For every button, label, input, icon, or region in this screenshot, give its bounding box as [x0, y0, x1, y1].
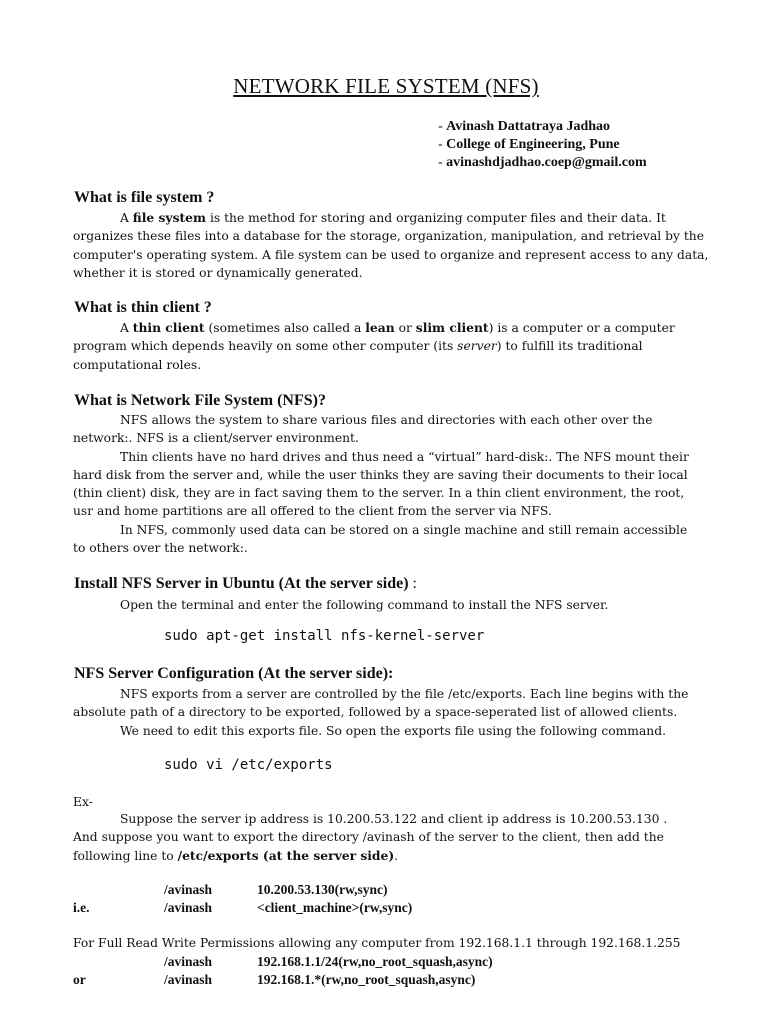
paragraph-nfs: NFS allows the system to share various files and directories with each other over the network:. NFS is a client/server environment. Thin clients have no hard drives and thus need a “virtual” hard-disk:. The NFS mount their hard disk from the server and, while the user thinks they are saving their documents to their local (thin client) disk, they are in fact saving them to the server. In a thin client environment, the root, usr and home partitions are all offered to the client from the server via NFS. In NFS, commonly used data can be stored on a single machine and still remain accessible to others over the network:.: [73, 413, 689, 556]
paragraph-thin-client: A thin client (sometimes also called a lean or slim client) is a computer or a computer program which depends heavily on some other computer (its server) to fulfill its traditional computational roles.: [73, 320, 675, 372]
author-name: - Avinash Dattatraya Jadhao: [438, 119, 611, 134]
paragraph-full-permissions: For Full Read Write Permissions allowing any computer from 192.168.1.1 through 192.168.1.255: [73, 936, 681, 950]
author-college: - College of Engineering, Pune: [438, 137, 620, 152]
heading-install-nfs: Install NFS Server in Ubuntu (At the server side) :: [74, 575, 417, 592]
heading-server-config: NFS Server Configuration (At the server side):: [74, 665, 394, 682]
document-page: NETWORK FILE SYSTEM (NFS) - Avinash Dattatraya Jadhao - College of Engineering, Pune - avinashdjadhao.coep@gmail.com What is file system ? A file system is the method for storing and organizing computer files and their data. It organizes these files into a database for the storage, organization, manipulation, and retrieval by the computer's operating system. A file system can be used to organize and represent access to any data, whether it is stored or dynamically generated. What is thin client ? A thin client (sometimes also called a lean or slim client) is a computer or a computer program which depends heavily on some other computer (its server) to fulfill its traditional computational roles. What is Network File System (NFS)? NFS allows the system to share various files and directories with each other over the network:. NFS is a client/server environment. Thin clients have no hard drives and thus need a “virtual” hard-disk:. The NFS mount their hard disk from the server and, while the user thinks they are saving their documents to their local (thin client) disk, they are in fact saving them to the server. In a thin client environment, the root, usr and home partitions are all offered to the client from the server via NFS. In NFS, commonly used data can be stored on a single machine and still remain accessible to others over the network:. Install NFS Server in Ubuntu (At the server side) : Open the terminal and enter the following command to install the NFS server. sudo apt-get install nfs-kernel-server NFS Server Configuration (At the server side): NFS exports from a server are controlled by the file /etc/exports. Each line begins with the absolute path of a directory to be exported, followed by a space-seperated list of allowed clients. We need to edit this exports file. So open the exports file using the following command. sudo vi /etc/exports Ex- Suppose the server ip address is 10.200.53.122 and client ip address is 10.200.53.130 . And suppose you want to export the directory /avinash of the server to the client, then add the following line to /etc/exports (at the server side). /avinash 10.200.53.130(rw,sync) i.e. /avinash <client_machine>(rw,sync) For Full Read Write Permissions allowing any computer from 192.168.1.1 through 192.168.1.255 /avinash 192.168.1.1/24(rw,no_root_squash,async) or /avinash 192.168.1.*(rw,no_root_squash,async): [0, 0, 768, 1024]
heading-thin-client: What is thin client ?: [74, 299, 212, 316]
paragraph-file-system: A file system is the method for storing and organizing computer files and their data. It organizes these files into a database for the storage, organization, manipulation, and retrieval by the computer's operating system. A file system can be used to organize and represent access to any data, whether it is stored or dynamically generated.: [73, 210, 709, 280]
author-email: - avinashdjadhao.coep@gmail.com: [438, 155, 647, 170]
page-title: NETWORK FILE SYSTEM (NFS): [233, 74, 539, 98]
heading-nfs: What is Network File System (NFS)?: [74, 392, 326, 409]
paragraph-config: NFS exports from a server are controlled by the file /etc/exports. Each line begins with the absolute path of a directory to be exported, followed by a space-seperated list of allowed clients. We need to edit this exports file. So open the exports file using the following command.: [73, 687, 689, 738]
example-label: Ex-: [73, 795, 93, 809]
command-install: sudo apt-get install nfs-kernel-server: [164, 628, 485, 644]
paragraph-install: Open the terminal and enter the following command to install the NFS server.: [120, 598, 609, 612]
heading-file-system: What is file system ?: [74, 189, 215, 206]
paragraph-example: Suppose the server ip address is 10.200.53.122 and client ip address is 10.200.53.130 . And suppose you want to export the directory /avinash of the server to the client, then add the following line to /etc/exports (at the server side).: [73, 812, 668, 863]
command-edit-exports: sudo vi /etc/exports: [164, 757, 333, 773]
